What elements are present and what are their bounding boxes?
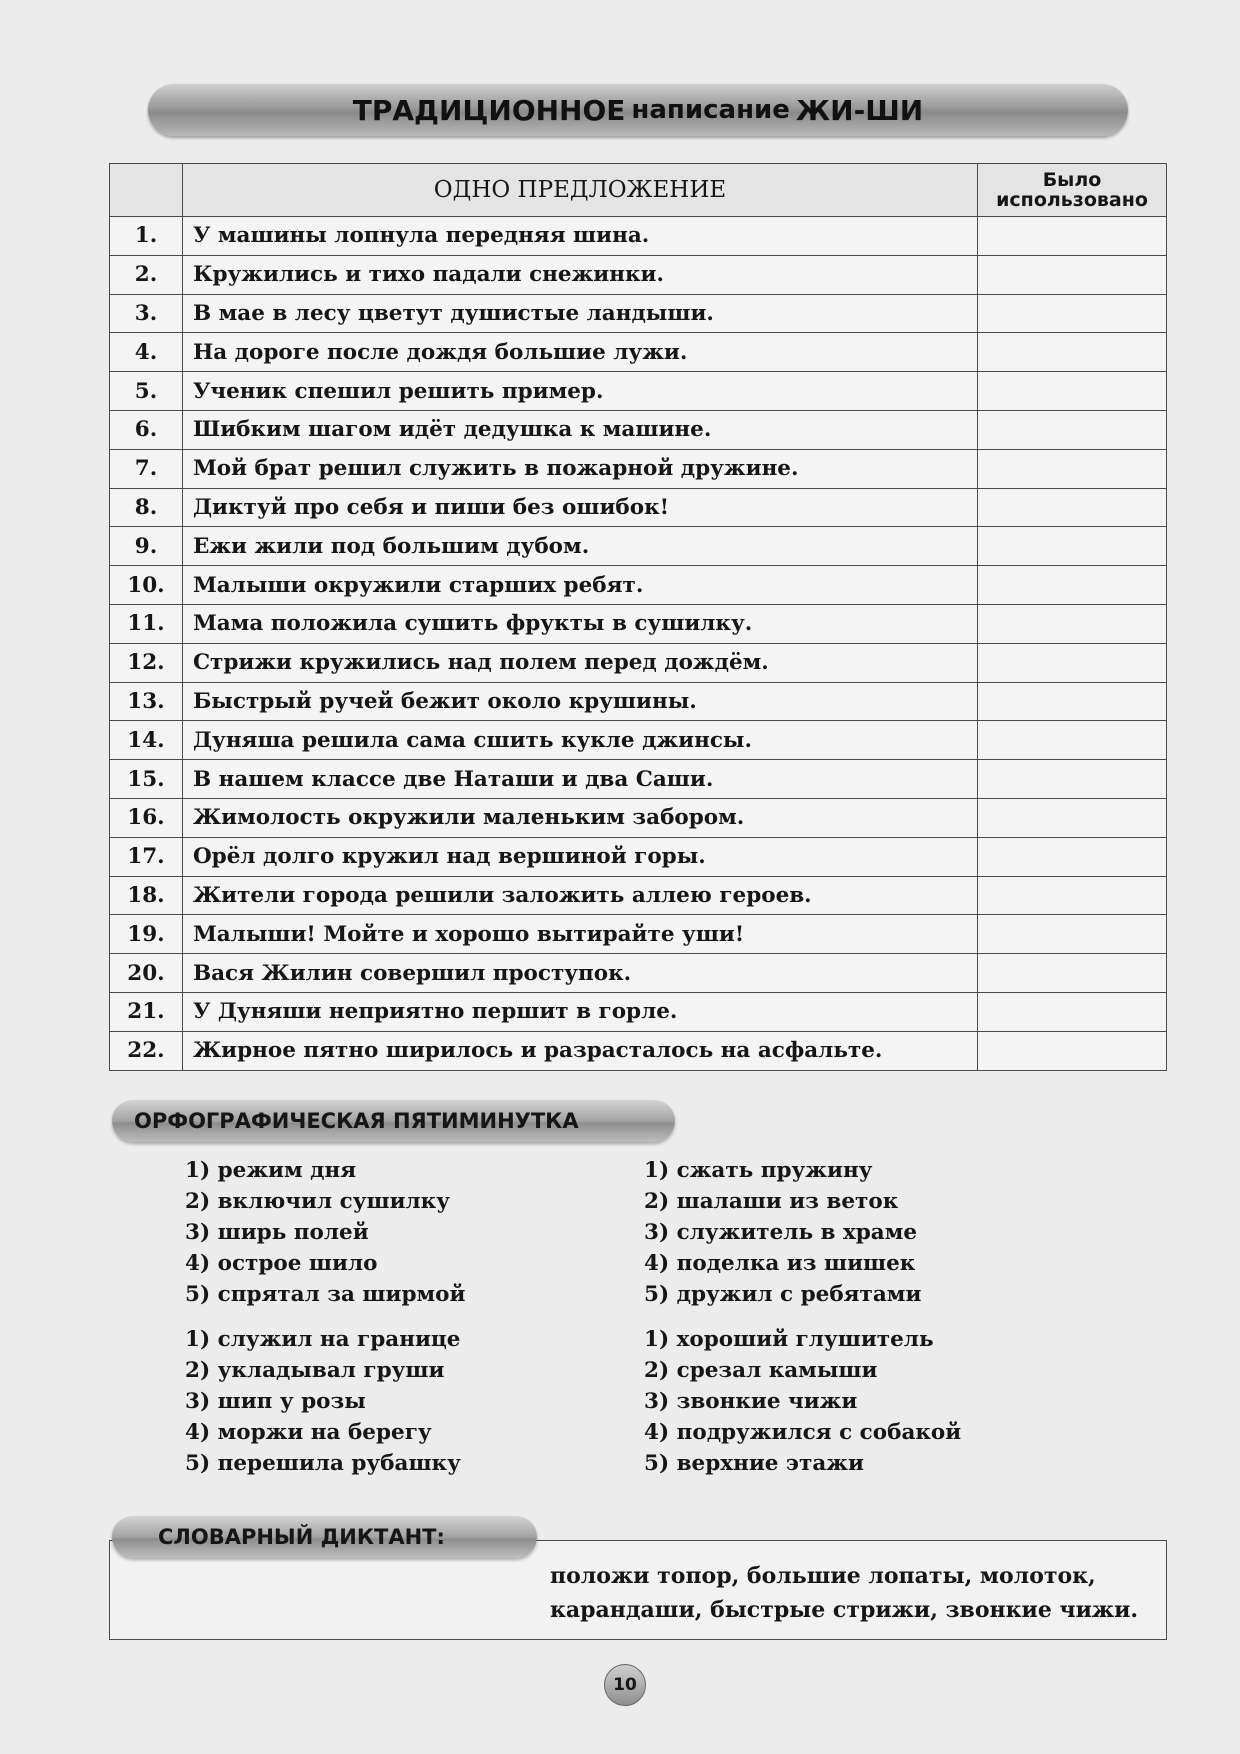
row-sentence: Жители города решили заложить аллею героев. (182, 876, 977, 915)
table-row (110, 255, 1167, 294)
row-number: 1. (110, 217, 183, 256)
row-sentence: В нашем классе две Наташи и два Саши. (182, 760, 977, 799)
row-sentence: Малыши! Мойте и хорошо вытирайте уши! (182, 915, 977, 954)
header-used-line1: Было (1042, 169, 1102, 191)
banner-right: ЖИ-ШИ (795, 93, 924, 127)
row-sentence: Мой брат решил служить в пожарной дружине. (182, 449, 977, 488)
row-used-cell (978, 333, 1167, 372)
table-row (110, 1031, 1167, 1070)
row-number: 22. (110, 1031, 183, 1070)
row-used-cell (978, 760, 1167, 799)
list-item: 3) ширь полей (185, 1220, 369, 1245)
sentences-table (109, 163, 1167, 1071)
row-used-cell (978, 954, 1167, 993)
table-header-row (110, 164, 1167, 217)
table-row (110, 643, 1167, 682)
list-item: 1) режим дня (185, 1158, 357, 1183)
table-row (110, 760, 1167, 799)
list-item: 1) сжать пружину (644, 1158, 873, 1183)
row-used-cell (978, 992, 1167, 1031)
row-number: 8. (110, 488, 183, 527)
ortho-title: ОРФОГРАФИЧЕСКАЯ ПЯТИМИНУТКА (112, 1100, 675, 1142)
row-number: 2. (110, 255, 183, 294)
row-number: 20. (110, 954, 183, 993)
list-item: 2) срезал камыши (644, 1358, 878, 1383)
row-sentence: Ежи жили под большим дубом. (182, 527, 977, 566)
header-sentence: ОДНО ПРЕДЛОЖЕНИЕ (182, 164, 977, 217)
row-number: 13. (110, 682, 183, 721)
list-item: 5) дружил с ребятами (644, 1282, 922, 1307)
list-item: 4) моржи на берегу (185, 1420, 432, 1445)
banner-middle: написание (631, 95, 790, 125)
row-sentence: Орёл долго кружил над вершиной горы. (182, 837, 977, 876)
row-sentence: На дороге после дождя большие лужи. (182, 333, 977, 372)
table-row (110, 410, 1167, 449)
dictation-line2: карандаши, быстрые стрижи, звонкие чижи. (550, 1597, 1139, 1623)
row-used-cell (978, 449, 1167, 488)
row-sentence: Ученик спешил решить пример. (182, 372, 977, 411)
row-number: 19. (110, 915, 183, 954)
row-used-cell (978, 527, 1167, 566)
row-sentence: В мае в лесу цветут душистые ландыши. (182, 294, 977, 333)
row-used-cell (978, 682, 1167, 721)
row-used-cell (978, 294, 1167, 333)
header-used-line2: использовано (996, 189, 1148, 211)
dictation-line1: положи топор, большие лопаты, молоток, (550, 1563, 1096, 1589)
row-used-cell (978, 255, 1167, 294)
row-number: 3. (110, 294, 183, 333)
row-number: 12. (110, 643, 183, 682)
table-row (110, 449, 1167, 488)
table-row (110, 837, 1167, 876)
table-row (110, 992, 1167, 1031)
table-row (110, 566, 1167, 605)
row-number: 10. (110, 566, 183, 605)
row-number: 6. (110, 410, 183, 449)
list-item: 3) шип у розы (185, 1389, 366, 1414)
row-number: 5. (110, 372, 183, 411)
table-row (110, 798, 1167, 837)
table-row (110, 333, 1167, 372)
row-used-cell (978, 410, 1167, 449)
list-item: 5) верхние этажи (644, 1451, 864, 1476)
table-row (110, 682, 1167, 721)
list-item: 4) подружился с собакой (644, 1420, 962, 1445)
row-used-cell (978, 915, 1167, 954)
row-used-cell (978, 488, 1167, 527)
ortho-right-column (644, 1155, 961, 1479)
table-row (110, 294, 1167, 333)
row-number: 17. (110, 837, 183, 876)
row-sentence: Стрижи кружились над полем перед дождём. (182, 643, 977, 682)
row-sentence: Мама положила сушить фрукты в сушилку. (182, 604, 977, 643)
row-used-cell (978, 798, 1167, 837)
row-used-cell (978, 643, 1167, 682)
dictation-title: СЛОВАРНЫЙ ДИКТАНТ: (112, 1516, 537, 1558)
row-sentence: Быстрый ручей бежит около крушины. (182, 682, 977, 721)
table-row (110, 876, 1167, 915)
table-row (110, 527, 1167, 566)
dictation-text (550, 1559, 1138, 1627)
list-item: 3) звонкие чижи (644, 1389, 858, 1414)
row-used-cell (978, 1031, 1167, 1070)
row-sentence: Шибким шагом идёт дедушка к машине. (182, 410, 977, 449)
table-row (110, 604, 1167, 643)
row-number: 21. (110, 992, 183, 1031)
row-number: 16. (110, 798, 183, 837)
row-number: 4. (110, 333, 183, 372)
list-item: 2) включил сушилку (185, 1189, 450, 1214)
row-number: 15. (110, 760, 183, 799)
list-item: 1) служил на границе (185, 1327, 461, 1352)
list-item: 2) шалаши из веток (644, 1189, 899, 1214)
row-number: 7. (110, 449, 183, 488)
list-item: 2) укладывал груши (185, 1358, 445, 1383)
list-item: 5) спрятал за ширмой (185, 1282, 466, 1307)
table-row (110, 372, 1167, 411)
row-sentence: У Дуняши неприятно першит в горле. (182, 992, 977, 1031)
table-row (110, 721, 1167, 760)
list-item: 5) перешила рубашку (185, 1451, 461, 1476)
row-used-cell (978, 876, 1167, 915)
list-item: 4) поделка из шишек (644, 1251, 916, 1276)
ortho-left-column (185, 1155, 465, 1479)
page-number: 10 (604, 1664, 646, 1706)
row-sentence: Диктуй про себя и пиши без ошибок! (182, 488, 977, 527)
row-number: 14. (110, 721, 183, 760)
header-num (110, 164, 183, 217)
row-sentence: Дуняша решила сама сшить кукле джинсы. (182, 721, 977, 760)
row-used-cell (978, 566, 1167, 605)
row-sentence: У машины лопнула передняя шина. (182, 217, 977, 256)
row-used-cell (978, 372, 1167, 411)
row-used-cell (978, 721, 1167, 760)
table-row (110, 915, 1167, 954)
header-used (978, 164, 1167, 217)
row-used-cell (978, 837, 1167, 876)
row-number: 18. (110, 876, 183, 915)
row-sentence: Кружились и тихо падали снежинки. (182, 255, 977, 294)
row-sentence: Жирное пятно ширилось и разрасталось на асфальте. (182, 1031, 977, 1070)
list-item: 1) хороший глушитель (644, 1327, 934, 1352)
section-title-banner (148, 84, 1128, 136)
table-row (110, 954, 1167, 993)
table-row (110, 217, 1167, 256)
list-item: 3) служитель в храме (644, 1220, 918, 1245)
banner-left: ТРАДИЦИОННОЕ (352, 93, 626, 127)
row-used-cell (978, 217, 1167, 256)
row-sentence: Вася Жилин совершил проступок. (182, 954, 977, 993)
list-item: 4) острое шило (185, 1251, 378, 1276)
row-used-cell (978, 604, 1167, 643)
row-sentence: Жимолость окружили маленьким забором. (182, 798, 977, 837)
row-sentence: Малыши окружили старших ребят. (182, 566, 977, 605)
row-number: 11. (110, 604, 183, 643)
row-number: 9. (110, 527, 183, 566)
table-row (110, 488, 1167, 527)
